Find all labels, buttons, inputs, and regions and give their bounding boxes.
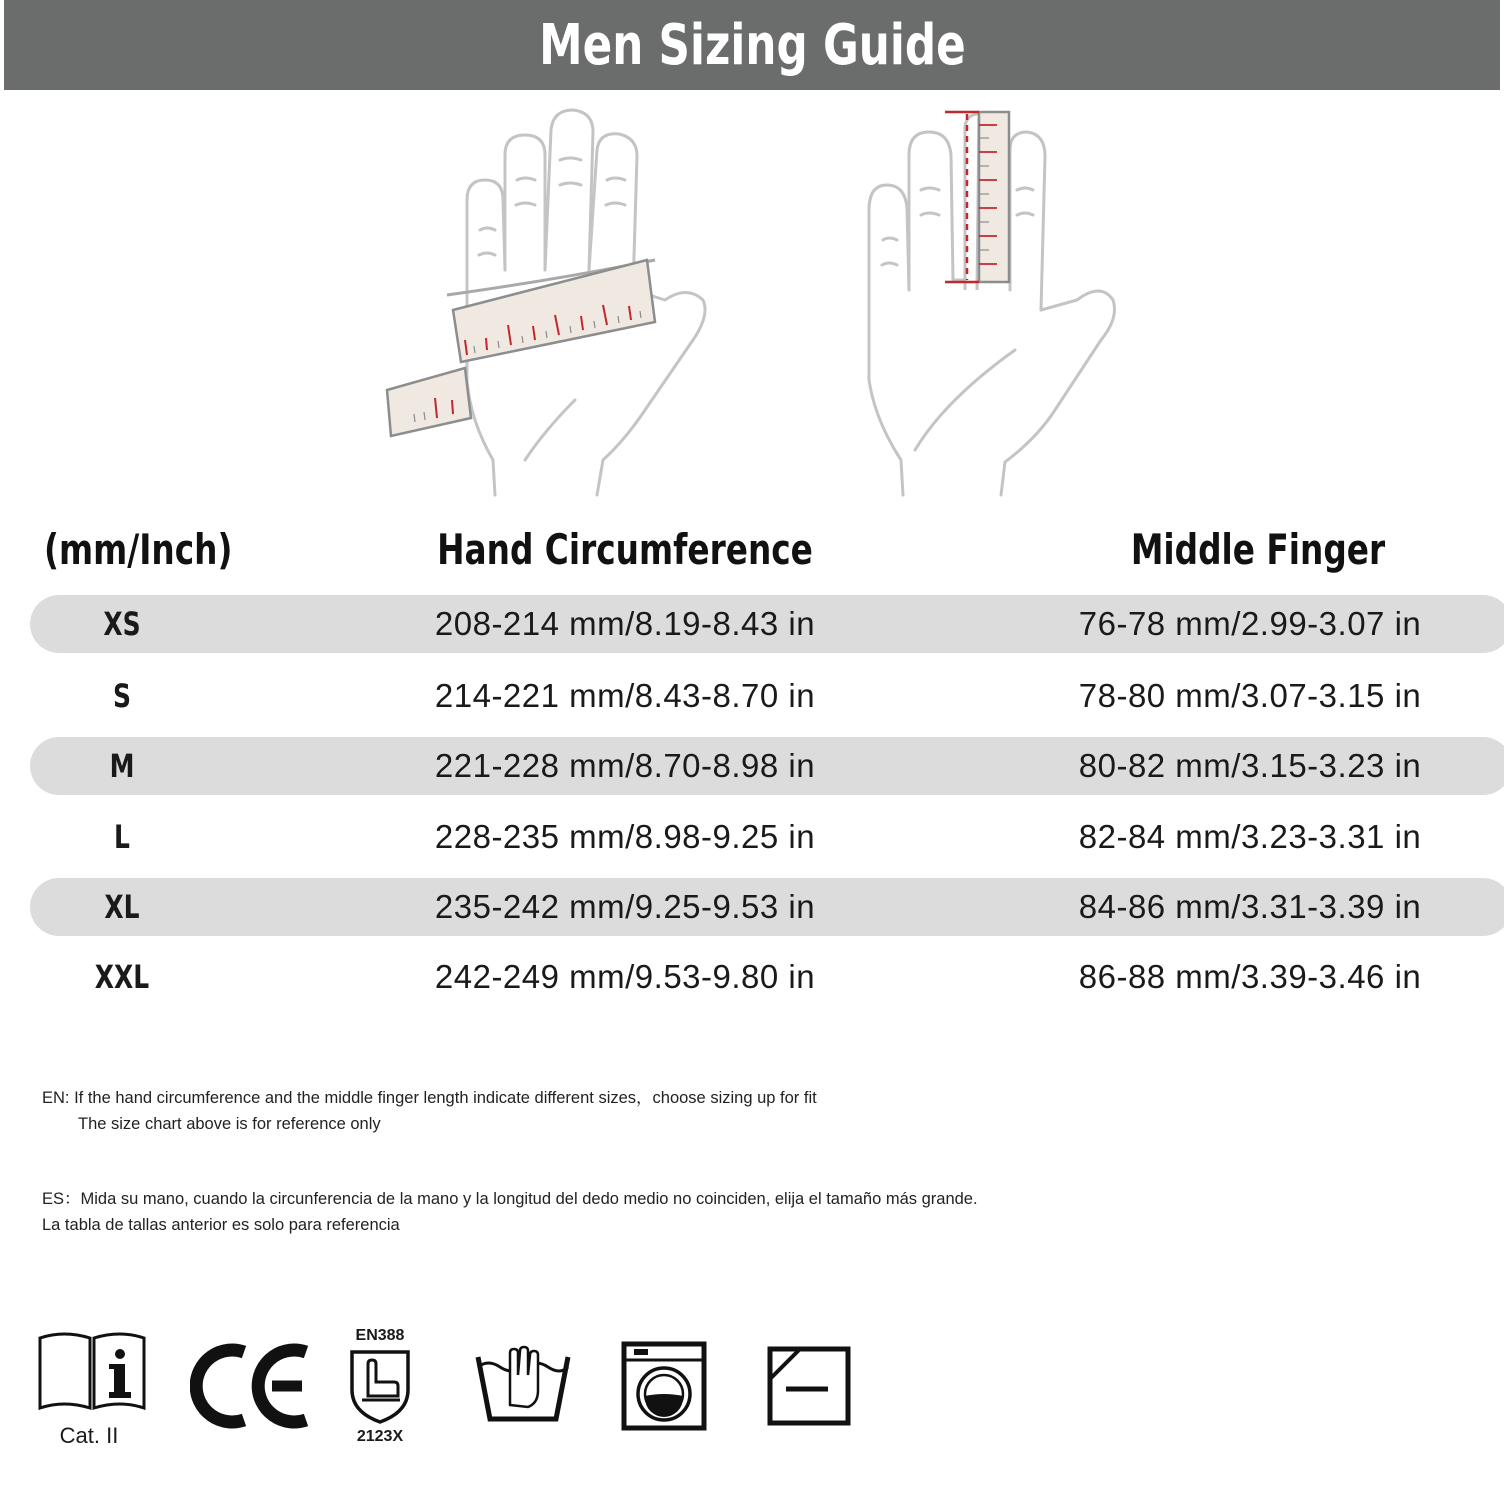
spanish-note-line1: ES：Mida su mano, cuando la circunferencia de la mano y la longitud del dedo medio no coinciden, elija el tamaño más grande. [42, 1190, 978, 1208]
finger-value: 86-88 mm/3.39-3.46 in [1078, 958, 1422, 995]
en388-icon [342, 1326, 418, 1450]
hand-value: 228-235 mm/8.98-9.25 in [434, 818, 816, 855]
size-row-xl: XL 235-242 mm/9.25-9.53 in 84-86 mm/3.31-3.39 in [30, 878, 1504, 936]
english-note-line2: The size chart above is for reference only [78, 1115, 381, 1133]
page-header [4, 0, 1500, 90]
hand-wash-icon [474, 1345, 572, 1425]
size-row-l: L 228-235 mm/8.98-9.25 in 82-84 mm/3.23-3.31 in [30, 808, 1504, 866]
hand-value: 221-228 mm/8.70-8.98 in [434, 747, 816, 784]
manual-category-label: Cat. II [59, 1423, 119, 1448]
english-note-line1: EN: If the hand circumference and the middle finger length indicate different sizes，choose sizing up for fit [42, 1089, 817, 1107]
spanish-note [42, 1186, 978, 1238]
size-row-xs: XS 208-214 mm/8.19-8.43 in 76-78 mm/2.99-3.07 in [30, 595, 1504, 653]
washing-machine-icon [620, 1340, 708, 1432]
hand-value: 242-249 mm/9.53-9.80 in [434, 958, 816, 995]
size-row-xxl: XXL 242-249 mm/9.53-9.80 in 86-88 mm/3.39-3.46 in [30, 948, 1504, 1006]
english-note [42, 1085, 817, 1137]
ce-mark-icon [190, 1342, 314, 1430]
page-title: Men Sizing Guide [538, 12, 966, 78]
hand-value: 214-221 mm/8.43-8.70 in [434, 677, 816, 714]
finger-value: 78-80 mm/3.07-3.15 in [1078, 677, 1422, 714]
hand-circumference-header: Hand Circumference [437, 525, 813, 574]
finger-value: 76-78 mm/2.99-3.07 in [1078, 605, 1422, 642]
middle-finger-illustration [855, 100, 1155, 500]
measuring-tape [387, 260, 655, 436]
size-row-s: S 214-221 mm/8.43-8.70 in 78-80 mm/3.07-3.15 in [30, 667, 1504, 725]
hand-value: 208-214 mm/8.19-8.43 in [434, 605, 816, 642]
finger-value: 84-86 mm/3.31-3.39 in [1078, 888, 1422, 925]
spanish-note-line2: La tabla de tallas anterior es solo para referencia [42, 1216, 400, 1234]
unit-header: (mm/Inch) [44, 525, 233, 574]
size-row-m: M 221-228 mm/8.70-8.98 in 80-82 mm/3.15-3.23 in [30, 737, 1504, 795]
en388-standard-label: EN388 [355, 1327, 405, 1344]
manual-info-icon [36, 1330, 148, 1450]
shield-glove-icon [342, 1346, 418, 1424]
en388-rating-label: 2123X [356, 1428, 404, 1445]
hand-circumference-illustration [375, 100, 735, 500]
flat-dry-icon [766, 1345, 852, 1427]
finger-value: 80-82 mm/3.15-3.23 in [1078, 747, 1422, 784]
hand-value: 235-242 mm/9.25-9.53 in [434, 888, 816, 925]
finger-value: 82-84 mm/3.23-3.31 in [1078, 818, 1422, 855]
middle-finger-header: Middle Finger [1130, 525, 1386, 574]
